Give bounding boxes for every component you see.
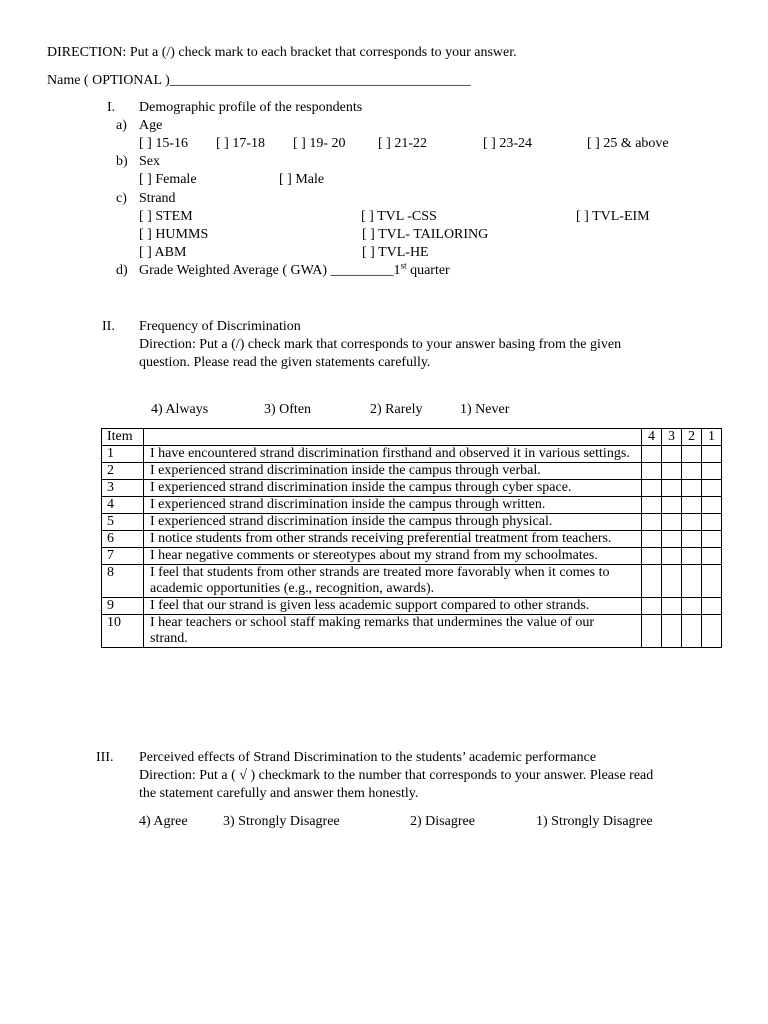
item-number: 4	[102, 497, 144, 514]
age-option[interactable]: [ ] 19- 20	[293, 136, 346, 151]
section3-title: Perceived effects of Strand Discrimination to the students’ academic performance	[139, 750, 597, 765]
rating-cell-3[interactable]	[662, 514, 682, 531]
age-option[interactable]: [ ] 17-18	[216, 136, 265, 151]
scale-label: 1) Strongly Disagree	[536, 814, 653, 829]
rating-cell-3[interactable]	[662, 565, 682, 598]
scale-label: 4) Agree	[139, 814, 188, 829]
age-option[interactable]: [ ] 15-16	[139, 136, 188, 151]
rating-cell-4[interactable]	[642, 615, 662, 648]
header-rating: 3	[662, 429, 682, 446]
header-rating: 4	[642, 429, 662, 446]
table-row	[102, 514, 722, 531]
rating-cell-1[interactable]	[702, 531, 722, 548]
rating-cell-3[interactable]	[662, 463, 682, 480]
item-statement: I experienced strand discrimination inside the campus through written.	[144, 497, 642, 514]
header-rating: 1	[702, 429, 722, 446]
item-number: 7	[102, 548, 144, 565]
rating-cell-2[interactable]	[682, 548, 702, 565]
table-row	[102, 531, 722, 548]
frequency-table	[101, 428, 722, 648]
table-row	[102, 565, 722, 598]
rating-cell-2[interactable]	[682, 463, 702, 480]
section2-numeral: II.	[102, 319, 115, 334]
item-statement: I experienced strand discrimination inside the campus through verbal.	[144, 463, 642, 480]
strand-option[interactable]: [ ] TVL-HE	[362, 245, 429, 260]
age-option[interactable]: [ ] 25 & above	[587, 136, 669, 151]
item-number: 5	[102, 514, 144, 531]
rating-cell-3[interactable]	[662, 548, 682, 565]
table-row	[102, 463, 722, 480]
table-row	[102, 615, 722, 648]
scale-label: 3) Often	[264, 402, 312, 417]
rating-cell-2[interactable]	[682, 480, 702, 497]
item-number: 3	[102, 480, 144, 497]
sex-option[interactable]: [ ] Male	[279, 172, 325, 187]
age-label: a)	[116, 118, 127, 133]
item-number: 8	[102, 565, 144, 598]
item-number: 2	[102, 463, 144, 480]
scale-label: 3) Strongly Disagree	[223, 814, 340, 829]
age-option[interactable]: [ ] 23-24	[483, 136, 532, 151]
scale-label: 4) Always	[151, 402, 209, 417]
rating-cell-4[interactable]	[642, 531, 662, 548]
gwa-text: Grade Weighted Average ( GWA) _________1	[139, 263, 401, 278]
section2-title: Frequency of Discrimination	[139, 319, 301, 334]
section1-title: Demographic profile of the respondents	[139, 100, 363, 115]
item-statement: I hear negative comments or stereotypes about my strand from my schoolmates.	[144, 548, 642, 565]
strand-option[interactable]: [ ] TVL- TAILORING	[362, 227, 489, 242]
sex-label: b)	[116, 154, 128, 169]
sex-title: Sex	[139, 154, 160, 169]
gwa-sup: st	[400, 260, 407, 271]
rating-cell-4[interactable]	[642, 565, 662, 598]
rating-cell-3[interactable]	[662, 480, 682, 497]
strand-option[interactable]: [ ] TVL-EIM	[576, 209, 650, 224]
section3-numeral: III.	[96, 750, 114, 765]
strand-title: Strand	[139, 191, 176, 206]
direction-text: DIRECTION: Put a (/) check mark to each bracket that corresponds to your answer.	[47, 45, 517, 60]
item-number: 9	[102, 598, 144, 615]
sex-option[interactable]: [ ] Female	[139, 172, 197, 187]
rating-cell-4[interactable]	[642, 598, 662, 615]
strand-option[interactable]: [ ] ABM	[139, 245, 187, 260]
strand-label: c)	[116, 191, 127, 206]
item-number: 10	[102, 615, 144, 648]
table-row	[102, 446, 722, 463]
rating-cell-2[interactable]	[682, 514, 702, 531]
rating-cell-2[interactable]	[682, 531, 702, 548]
rating-cell-2[interactable]	[682, 615, 702, 648]
item-statement: I feel that our strand is given less academic support compared to other strands.	[144, 598, 642, 615]
strand-option[interactable]: [ ] STEM	[139, 209, 193, 224]
section1-numeral: I.	[107, 100, 116, 115]
table-row	[102, 548, 722, 565]
section2-direction: question. Please read the given statements carefully.	[139, 355, 431, 370]
table-header-row	[102, 429, 722, 446]
table-row	[102, 497, 722, 514]
rating-cell-3[interactable]	[662, 497, 682, 514]
rating-cell-4[interactable]	[642, 463, 662, 480]
rating-cell-4[interactable]	[642, 548, 662, 565]
rating-cell-3[interactable]	[662, 531, 682, 548]
item-statement: I experienced strand discrimination inside the campus through cyber space.	[144, 480, 642, 497]
section3-direction: Direction: Put a ( √ ) checkmark to the number that corresponds to your answer. Please read	[139, 768, 654, 783]
scale-label: 1) Never	[460, 402, 510, 417]
rating-cell-4[interactable]	[642, 446, 662, 463]
rating-cell-1[interactable]	[702, 497, 722, 514]
rating-cell-1[interactable]	[702, 463, 722, 480]
gwa-suffix: quarter	[406, 263, 450, 278]
rating-cell-1[interactable]	[702, 598, 722, 615]
item-number: 6	[102, 531, 144, 548]
header-statement	[144, 429, 642, 446]
rating-cell-1[interactable]	[702, 446, 722, 463]
rating-cell-4[interactable]	[642, 514, 662, 531]
rating-cell-1[interactable]	[702, 615, 722, 648]
rating-cell-2[interactable]	[682, 598, 702, 615]
rating-cell-2[interactable]	[682, 565, 702, 598]
rating-cell-1[interactable]	[702, 514, 722, 531]
rating-cell-1[interactable]	[702, 480, 722, 497]
header-rating: 2	[682, 429, 702, 446]
section2-direction: Direction: Put a (/) check mark that corresponds to your answer basing from the given	[139, 337, 622, 352]
strand-option[interactable]: [ ] HUMMS	[139, 227, 209, 242]
rating-cell-2[interactable]	[682, 497, 702, 514]
item-statement: I hear teachers or school staff making remarks that undermines the value of our strand.	[144, 615, 642, 648]
scale-label: 2) Disagree	[410, 814, 475, 829]
rating-cell-4[interactable]	[642, 497, 662, 514]
rating-cell-4[interactable]	[642, 480, 662, 497]
rating-cell-1[interactable]	[702, 548, 722, 565]
strand-option[interactable]: [ ] TVL -CSS	[361, 209, 437, 224]
table-row	[102, 598, 722, 615]
item-number: 1	[102, 446, 144, 463]
scale-label: 2) Rarely	[370, 402, 423, 417]
item-statement: I experienced strand discrimination inside the campus through physical.	[144, 514, 642, 531]
gwa-label: d)	[116, 263, 128, 278]
rating-cell-3[interactable]	[662, 598, 682, 615]
section3-direction: the statement carefully and answer them honestly.	[139, 786, 419, 801]
rating-cell-3[interactable]	[662, 446, 682, 463]
age-title: Age	[139, 118, 163, 133]
name-field[interactable]: Name ( OPTIONAL )___________________________________________	[47, 73, 471, 88]
item-statement: I feel that students from other strands are treated more favorably when it comes to academic opportunities (e.g., recognition, awards).	[144, 565, 642, 598]
rating-cell-2[interactable]	[682, 446, 702, 463]
header-item: Item	[102, 429, 144, 446]
item-statement: I notice students from other strands receiving preferential treatment from teachers.	[144, 531, 642, 548]
rating-cell-3[interactable]	[662, 615, 682, 648]
age-option[interactable]: [ ] 21-22	[378, 136, 427, 151]
gwa-field[interactable]	[139, 262, 450, 280]
rating-cell-1[interactable]	[702, 565, 722, 598]
item-statement: I have encountered strand discrimination firsthand and observed it in various settings.	[144, 446, 642, 463]
table-row	[102, 480, 722, 497]
